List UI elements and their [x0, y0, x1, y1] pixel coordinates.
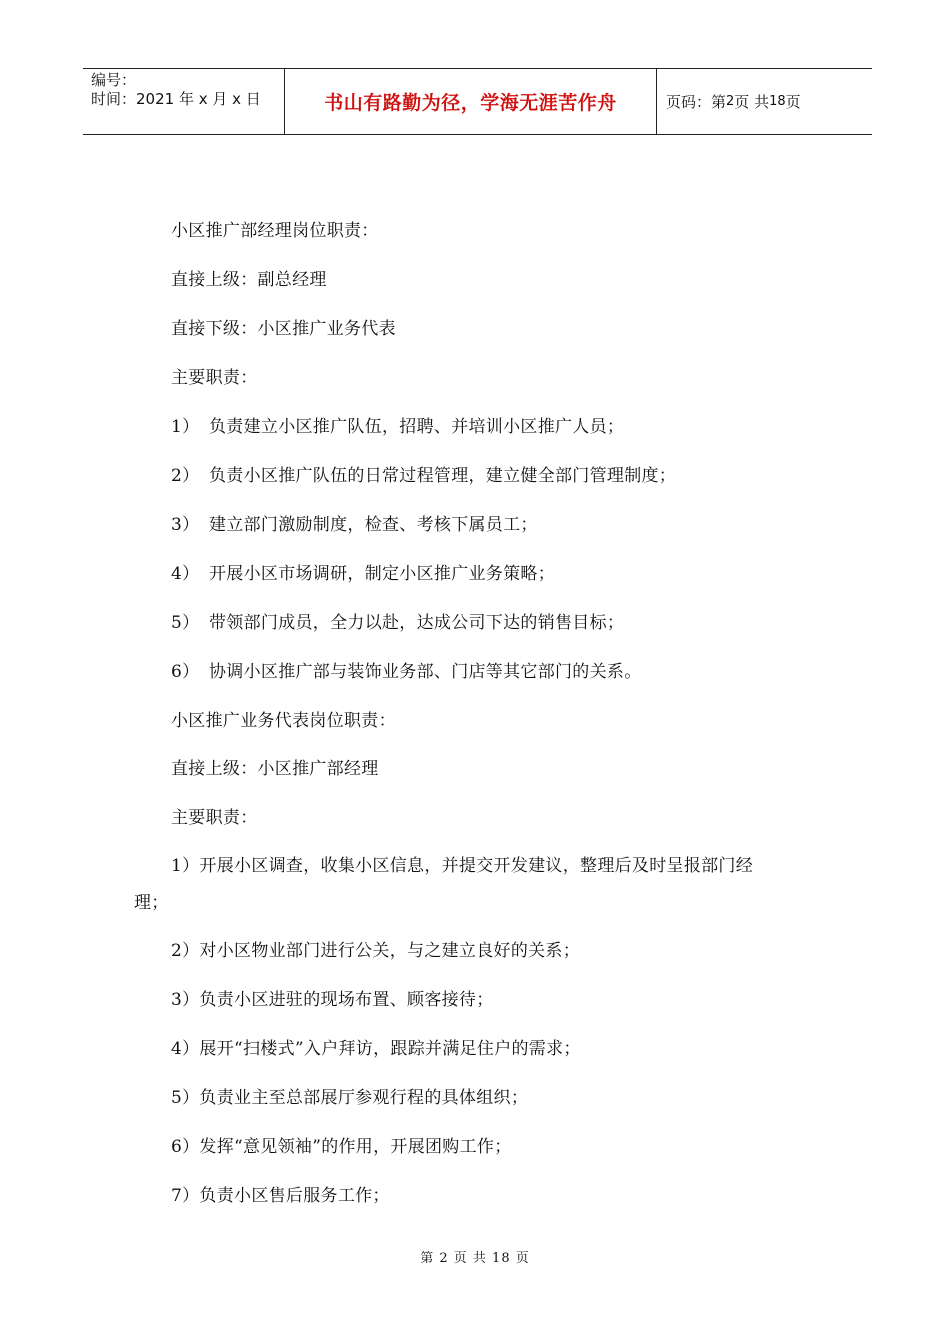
- page-header: [83, 68, 872, 135]
- rep-duty-item: 1）开展小区调查，收集小区信息，并提交开发建议，整理后及时呈报部门经: [171, 856, 754, 876]
- rep-duties-heading: 主要职责：: [171, 808, 258, 828]
- page-total: 18: [769, 94, 786, 109]
- manager-subordinate: 直接下级：小区推广业务代表: [171, 319, 396, 339]
- manager-duty-item: [171, 510, 538, 535]
- page-prefix: 页码：第: [666, 93, 727, 111]
- rep-duty-item: 2）对小区物业部门进行公关，与之建立良好的关系；: [171, 941, 581, 961]
- duty-text: 负责小区推广队伍的日常过程管理，建立健全部门管理制度；: [209, 466, 677, 486]
- manager-duties-heading: 主要职责：: [171, 368, 258, 388]
- page-current: 2: [726, 94, 735, 109]
- header-page-number: [657, 69, 872, 134]
- rep-duty-item: 7）负责小区售后服务工作；: [171, 1186, 390, 1206]
- manager-duty-item: [171, 461, 676, 486]
- header-motto: 书山有路勤为径，学海无涯苦作舟: [285, 69, 657, 134]
- page-suffix: 页: [785, 93, 801, 111]
- rep-duty-item: 5）负责业主至总部展厅参观行程的具体组织；: [171, 1088, 529, 1108]
- rep-title: 小区推广业务代表岗位职责：: [171, 711, 396, 731]
- duty-text: 开展小区市场调研，制定小区推广业务策略；: [209, 564, 555, 584]
- manager-title: 小区推广部经理岗位职责：: [171, 221, 379, 241]
- manager-duty-item: [171, 412, 624, 437]
- duty-number: 5）: [171, 613, 200, 633]
- rep-duty-item-continued: 理；: [134, 893, 169, 913]
- duty-text: 建立部门激励制度，检查、考核下属员工；: [209, 515, 538, 535]
- duty-text: 协调小区推广部与装饰业务部、门店等其它部门的关系。: [209, 662, 642, 682]
- manager-duty-item: [171, 559, 555, 584]
- rep-duty-item: 3）负责小区进驻的现场布置、顾客接待；: [171, 990, 494, 1010]
- duty-number: 3）: [171, 515, 200, 535]
- number-label: 编号：: [91, 71, 137, 89]
- duty-number: 2）: [171, 466, 200, 486]
- rep-duty-item: 4）展开“扫楼式”入户拜访，跟踪并满足住户的需求；: [171, 1039, 581, 1059]
- duty-text: 带领部门成员，全力以赴，达成公司下达的销售目标；: [209, 613, 625, 633]
- time-label: 时间：2021 年 x 月 x 日: [91, 90, 261, 108]
- manager-superior: 直接上级：副总经理: [171, 270, 327, 290]
- duty-number: 1）: [171, 417, 200, 437]
- duty-number: 4）: [171, 564, 200, 584]
- duty-text: 负责建立小区推广队伍，招聘、并培训小区推广人员；: [209, 417, 625, 437]
- rep-duty-item: 6）发挥“意见领袖”的作用，开展团购工作；: [171, 1137, 512, 1157]
- manager-duty-item: [171, 608, 624, 633]
- manager-duty-item: [171, 657, 642, 682]
- page-footer: 第 2 页 共 18 页: [420, 1251, 530, 1266]
- duty-number: 6）: [171, 662, 200, 682]
- header-meta: [83, 69, 285, 134]
- rep-superior: 直接上级：小区推广部经理: [171, 759, 379, 779]
- page-mid: 页 共: [734, 93, 770, 111]
